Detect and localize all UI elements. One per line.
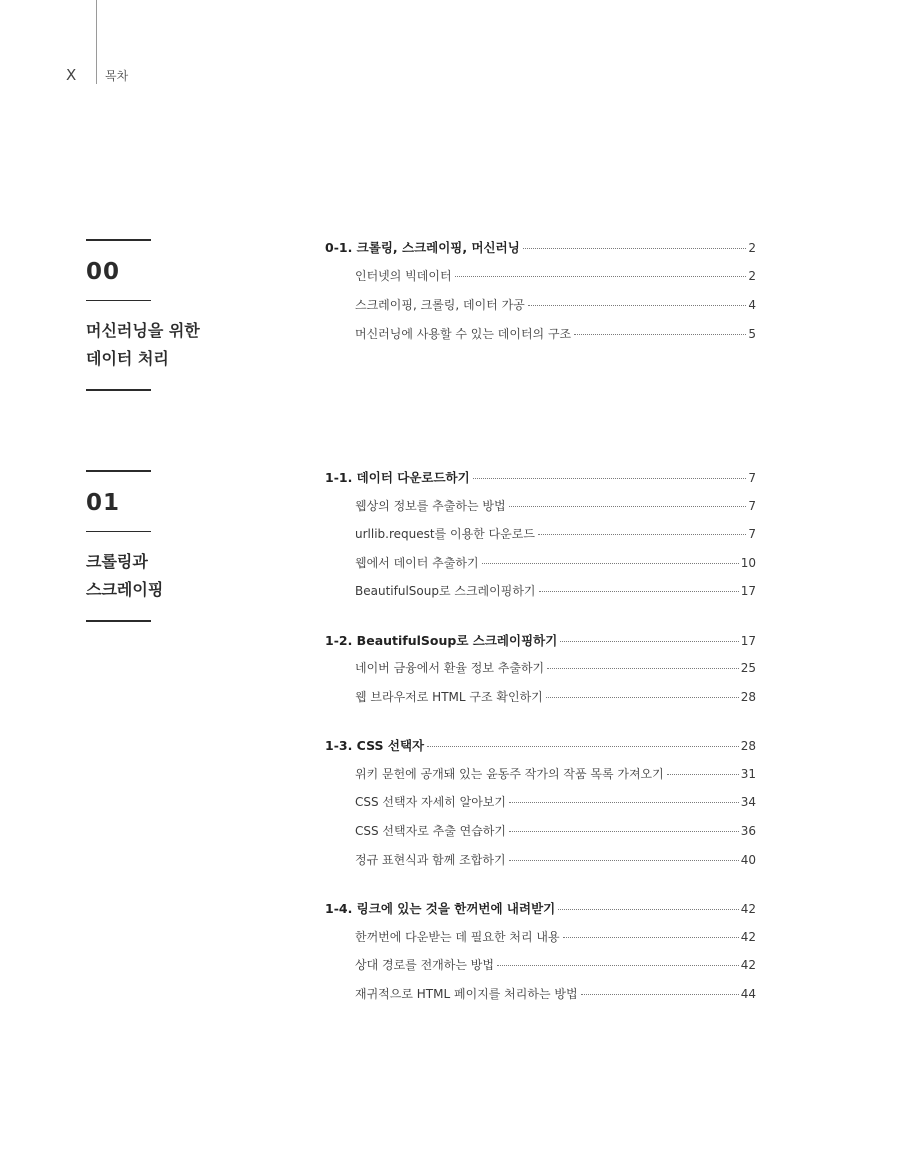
toc-entry-title: 한꺼번에 다운받는 데 필요한 처리 내용 [355, 930, 560, 944]
toc-section-entry[interactable] [325, 899, 756, 917]
leader-dots [509, 801, 739, 803]
toc-subsection-entry[interactable] [355, 554, 756, 571]
leader-dots [581, 993, 739, 995]
leader-dots [667, 773, 739, 775]
toc-entry-title: 스크레이핑, 크롤링, 데이터 가공 [355, 298, 525, 312]
toc-subsection-entry[interactable] [355, 956, 756, 973]
toc-entry-title: 네이버 금융에서 환율 정보 추출하기 [355, 661, 545, 675]
toc-section-entry[interactable] [325, 468, 756, 486]
leader-dots [546, 696, 739, 698]
leader-dots [523, 247, 747, 249]
leader-dots [455, 275, 747, 277]
toc-subsection-entry[interactable] [355, 765, 756, 782]
toc-subsection-entry[interactable] [355, 851, 756, 868]
leader-dots [509, 859, 739, 861]
chapter-00-block [86, 239, 246, 391]
toc-subsection-entry[interactable] [355, 659, 756, 676]
chapter-title-line: 머신러닝을 위한 [86, 321, 200, 340]
toc-page-number: 40 [740, 853, 756, 867]
chapter-title [86, 548, 246, 604]
leader-dots [547, 667, 739, 669]
leader-dots [528, 304, 747, 306]
toc-entry-title: 머신러닝에 사용할 수 있는 데이터의 구조 [355, 327, 572, 341]
toc-page-number: 7 [748, 527, 756, 541]
leader-dots [563, 936, 739, 938]
toc-page-number: 31 [740, 767, 756, 781]
toc-entry-title: urllib.request를 이용한 다운로드 [355, 527, 535, 541]
toc-subsection-entry[interactable] [355, 928, 756, 945]
toc-page-number: 42 [740, 902, 756, 916]
leader-dots [427, 745, 739, 747]
toc-entry-title: 0-1. 크롤링, 스크레이핑, 머신러닝 [325, 240, 520, 255]
toc-entry-title: 웹상의 정보를 추출하는 방법 [355, 499, 506, 513]
running-title: 목차 [105, 69, 129, 83]
chapter-rule-bottom [86, 389, 151, 391]
toc-entry-title: 1-1. 데이터 다운로드하기 [325, 470, 470, 485]
toc-page-number: 2 [748, 269, 756, 283]
leader-dots [473, 477, 747, 479]
toc-subsection-entry[interactable] [355, 582, 756, 599]
leader-dots [482, 562, 739, 564]
page-number: X [66, 66, 77, 84]
toc-page-number: 25 [740, 661, 756, 675]
chapter-title [86, 317, 246, 373]
leader-dots [558, 908, 739, 910]
toc-subsection-entry[interactable] [355, 688, 756, 705]
chapter-rule-bottom [86, 620, 151, 622]
chapter-rule-top [86, 470, 151, 472]
toc-entry-title: CSS 선택자 자세히 알아보기 [355, 795, 506, 809]
leader-dots [497, 964, 739, 966]
toc-entry-title: 인터넷의 빅데이터 [355, 269, 452, 283]
toc-entry-title: 재귀적으로 HTML 페이지를 처리하는 방법 [355, 987, 578, 1001]
toc-page-number: 17 [740, 634, 756, 648]
chapter-number: 00 [86, 259, 121, 285]
toc-subsection-entry[interactable] [355, 525, 756, 542]
toc-entry-title: 1-4. 링크에 있는 것을 한꺼번에 내려받기 [325, 901, 556, 916]
toc-page-number: 42 [740, 958, 756, 972]
toc-entry-title: 웹 브라우저로 HTML 구조 확인하기 [355, 690, 543, 704]
chapter-rule-middle [86, 531, 151, 532]
toc-page-number: 7 [748, 499, 756, 513]
toc-entry-title: BeautifulSoup로 스크레이핑하기 [355, 584, 536, 598]
toc-page-number: 4 [748, 298, 756, 312]
toc-entry-title: 1-3. CSS 선택자 [325, 738, 425, 753]
toc-subsection-entry[interactable] [355, 325, 756, 342]
leader-dots [509, 830, 739, 832]
toc-section-entry[interactable] [325, 631, 756, 649]
toc-section-entry[interactable] [325, 238, 756, 256]
toc-subsection-entry[interactable] [355, 267, 756, 284]
toc-entry-title: 위키 문헌에 공개돼 있는 윤동주 작가의 작품 목록 가져오기 [355, 767, 664, 781]
chapter-rule-top [86, 239, 151, 241]
toc-subsection-entry[interactable] [355, 497, 756, 514]
chapter-title-line: 스크레이핑 [86, 580, 164, 599]
leader-dots [560, 640, 738, 642]
toc-subsection-entry[interactable] [355, 793, 756, 810]
chapter-rule-middle [86, 300, 151, 301]
toc-page-number: 42 [740, 930, 756, 944]
toc-page-number: 34 [740, 795, 756, 809]
toc-subsection-entry[interactable] [355, 822, 756, 839]
toc-page-number: 28 [740, 739, 756, 753]
header-divider [96, 0, 97, 84]
toc-subsection-entry[interactable] [355, 985, 756, 1002]
toc-entry-title: 상대 경로를 전개하는 방법 [355, 958, 494, 972]
toc-page-number: 5 [748, 327, 756, 341]
toc-page-number: 44 [740, 987, 756, 1001]
toc-page-number: 17 [740, 584, 756, 598]
chapter-title-line: 데이터 처리 [86, 349, 169, 368]
toc-entry-title: 웹에서 데이터 추출하기 [355, 556, 479, 570]
toc-page-number: 7 [748, 471, 756, 485]
leader-dots [539, 590, 739, 592]
leader-dots [538, 533, 746, 535]
toc-entry-title: CSS 선택자로 추출 연습하기 [355, 824, 506, 838]
chapter-title-line: 크롤링과 [86, 552, 148, 571]
toc-section-entry[interactable] [325, 736, 756, 754]
toc-entry-title: 정규 표현식과 함께 조합하기 [355, 853, 506, 867]
toc-subsection-entry[interactable] [355, 296, 756, 313]
toc-page-number: 10 [740, 556, 756, 570]
leader-dots [574, 333, 746, 335]
chapter-01-block [86, 470, 246, 622]
chapter-number: 01 [86, 490, 121, 516]
toc-entry-title: 1-2. BeautifulSoup로 스크레이핑하기 [325, 633, 558, 648]
leader-dots [509, 505, 747, 507]
toc-page-number: 36 [740, 824, 756, 838]
toc-page-number: 2 [748, 241, 756, 255]
toc-page-number: 28 [740, 690, 756, 704]
